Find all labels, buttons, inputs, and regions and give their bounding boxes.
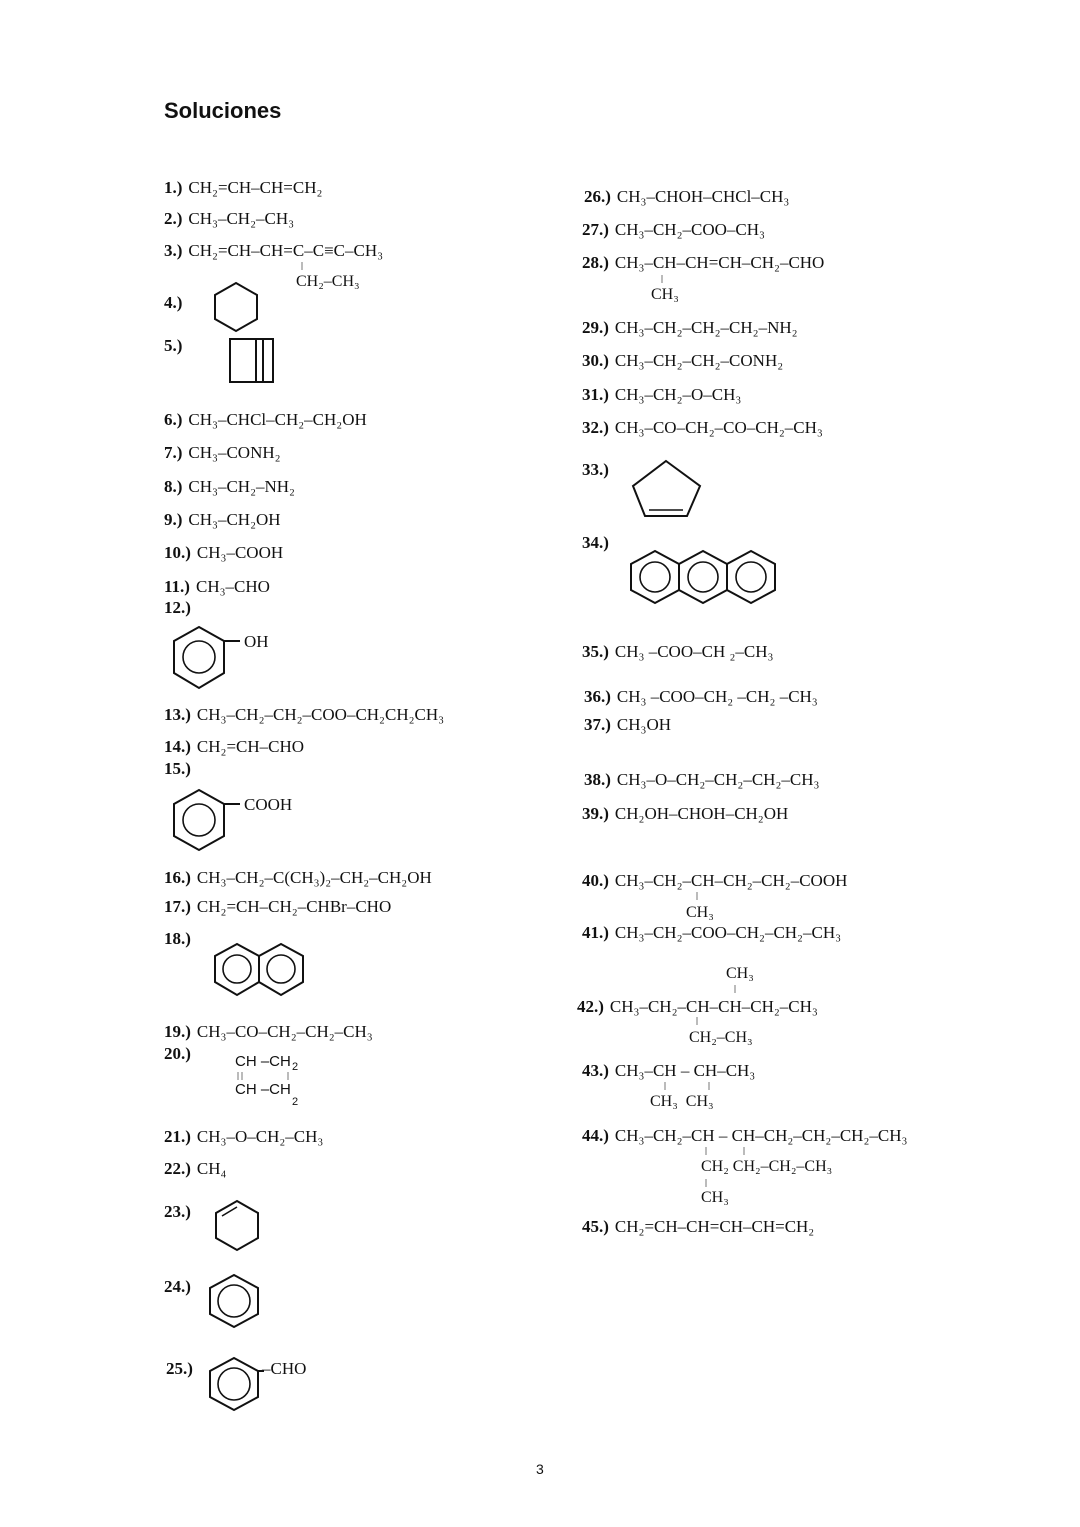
solution-28-branch: CH₃ [651,286,679,303]
formula: CH₂=CH–CHO [196,737,305,756]
formula: CH₃–CH₂–NH₂ [188,477,295,496]
solution-11: 11.) CH₃–CHO [164,577,270,596]
solution-38: 38.) CH₃–O–CH₂–CH₂–CH₂–CH₃ [584,770,820,789]
formula: CH₃–CH₂–CH₂–COO–CH₂CH₂CH₃ [196,705,445,724]
solution-41: 41.) CH₃–CH₂–COO–CH₂–CH₂–CH₃ [582,923,842,942]
solution-40: 40.) CH₃–CH₂–CH–CH₂–CH₂–COOH [582,871,848,890]
formula: CH₃–CHOH–CHCl–CH₃ [616,187,790,206]
solution-15: 15.) [164,759,191,778]
formula: CH₃–CH₂–COO–CH₃ [614,220,765,239]
benzaldehyde-structure [210,1358,264,1410]
solution-17: 17.) CH₂=CH–CH₂–CHBr–CHO [164,897,392,916]
solution-44-branch-2: CH₃ [701,1189,729,1206]
formula: CH₃–CH₂–CH–CH₂–CH₂–COOH [614,871,848,890]
anthracene-structure [631,551,775,603]
solution-21: 21.) CH₃–O–CH₂–CH₃ [164,1127,324,1146]
solution-40-branch: CH₃ [686,904,714,921]
solution-2: 2.) CH₃–CH₂–CH₃ [164,209,295,228]
benzoic-acid-structure [174,790,240,850]
solution-20: 20.) [164,1044,191,1063]
solution-9: 9.) CH₃–CH₂OH [164,510,281,529]
formula: CH₃–CH₂–O–CH₃ [614,385,742,404]
solution-18: 18.) [164,929,191,948]
formula: CH₃–CHCl–CH₂–CH₂OH [188,410,367,429]
solution-30: 30.) CH₃–CH₂–CH₂–CONH₂ [582,351,784,370]
phenol-structure [174,627,240,688]
solution-10: 10.) CH₃–COOH [164,543,284,562]
formula: CH₃–CH₂–CH – CH–CH₂–CH₂–CH₂–CH₃ [614,1126,908,1145]
solution-8: 8.) CH₃–CH₂–NH₂ [164,477,295,496]
solution-20-subscript-bottom: 2 [292,1096,299,1108]
formula: CH₃–CO–CH₂–CO–CH₂–CH₃ [614,418,823,437]
solution-7: 7.) CH₃–CONH₂ [164,443,281,462]
solution-45: 45.) CH₂=CH–CH=CH–CH=CH₂ [582,1217,815,1236]
formula: CH₃–CO–CH₂–CH₂–CH₃ [196,1022,373,1041]
solution-20-subscript-top: 2 [292,1061,299,1073]
naphthalene-structure [215,944,303,995]
solution-12: 12.) [164,598,191,617]
solution-34: 34.) [582,533,609,552]
solution-24: 24.) [164,1277,191,1296]
formula: CH₃–O–CH₂–CH₂–CH₂–CH₃ [616,770,820,789]
formula: CH₃–CH₂–C(CH₃)₂–CH₂–CH₂OH [196,868,432,887]
formula: CH₂=CH–CH₂–CHBr–CHO [196,897,392,916]
solution-20-ring-bottom: CH –CH [235,1081,291,1098]
solution-44: 44.) CH₃–CH₂–CH – CH–CH₂–CH₂–CH₂–CH₃ [582,1126,908,1145]
formula: CH₃–O–CH₂–CH₃ [196,1127,324,1146]
formula: CH₃–CH₂–CH₂–CH₂–NH₂ [614,318,798,337]
formula: CH₃OH [616,715,672,734]
formula: CH₃–COOH [196,543,284,562]
solution-31: 31.) CH₃–CH₂–O–CH₃ [582,385,742,404]
formula: CH₃–CH₂–COO–CH₂–CH₂–CH₃ [614,923,842,942]
solution-5: 5.) [164,336,183,355]
solution-14: 14.) CH₂=CH–CHO [164,737,305,756]
solution-3-branch: CH₂–CH₃ [296,273,360,290]
formula: CH₃–CHO [195,577,270,596]
formula: CH₃–CH₂OH [188,510,281,529]
solution-42: 42.) CH₃–CH₂–CH–CH–CH₂–CH₃ [577,997,818,1016]
formula: CH₂=CH–CH=C–C≡C–CH₃ [188,241,384,260]
solution-25-substituent: –CHO [262,1359,307,1378]
solution-16: 16.) CH₃–CH₂–C(CH₃)₂–CH₂–CH₂OH [164,868,432,887]
solution-6: 6.) CH₃–CHCl–CH₂–CH₂OH [164,410,367,429]
solution-39: 39.) CH₂OH–CHOH–CH₂OH [582,804,789,823]
solution-27: 27.) CH₃–CH₂–COO–CH₃ [582,220,765,239]
solution-32: 32.) CH₃–CO–CH₂–CO–CH₂–CH₃ [582,418,823,437]
formula: CH₂=CH–CH=CH–CH=CH₂ [614,1217,815,1236]
cyclopentene-structure [633,461,700,516]
solution-15-substituent: COOH [244,795,293,814]
formula: CH₃ –COO–CH ₂–CH₃ [614,642,774,661]
solution-26: 26.) CH₃–CHOH–CHCl–CH₃ [584,187,790,206]
formula: CH₂OH–CHOH–CH₂OH [614,804,789,823]
formula: CH₃ –COO–CH₂ –CH₂ –CH₃ [616,687,818,706]
benzene-structure [210,1275,258,1327]
formula: CH₃–CONH₂ [188,443,281,462]
cyclohexene-structure [216,1201,258,1250]
solution-35: 35.) CH₃ –COO–CH ₂–CH₃ [582,642,774,661]
formula: CH₂=CH–CH=CH₂ [188,178,323,197]
solution-22: 22.) CH₄ [164,1159,227,1178]
solution-23: 23.) [164,1202,191,1221]
solution-28: 28.) CH₃–CH–CH=CH–CH₂–CHO [582,253,825,272]
page-title: Soluciones [164,98,282,123]
solution-37: 37.) CH₃OH [584,715,672,734]
solution-3: 3.) CH₂=CH–CH=C–C≡C–CH₃ [164,241,384,260]
formula: CH₃–CH₂–CH₃ [188,209,295,228]
solution-42-branch: CH₂–CH₃ [689,1029,753,1046]
solution-44-branch: CH₂ CH₂–CH₂–CH₃ [701,1158,833,1175]
formula: CH₃–CH₂–CH–CH–CH₂–CH₃ [609,997,818,1016]
formula: CH₃–CH – CH–CH₃ [614,1061,756,1080]
solution-4: 4.) [164,293,183,312]
solution-12-substituent: OH [244,632,269,651]
solution-1: 1.) CH₂=CH–CH=CH₂ [164,178,323,197]
solution-36: 36.) CH₃ –COO–CH₂ –CH₂ –CH₃ [584,687,818,706]
cyclohexane-structure [215,283,257,331]
solution-25: 25.) [166,1359,193,1378]
formula: CH₃–CH–CH=CH–CH₂–CHO [614,253,825,272]
solution-13: 13.) CH₃–CH₂–CH₂–COO–CH₂CH₂CH₃ [164,705,445,724]
solution-29: 29.) CH₃–CH₂–CH₂–CH₂–NH₂ [582,318,798,337]
solution-20-ring-top: CH –CH [235,1053,291,1070]
page-number: 3 [536,1461,544,1477]
cyclobutyne-structure [230,339,273,382]
solution-43-branch: CH₃ CH₃ [650,1093,714,1110]
formula: CH₃–CH₂–CH₂–CONH₂ [614,351,784,370]
formula: CH₄ [196,1159,227,1178]
solution-42-branch-top: CH₃ [726,965,754,982]
solution-19: 19.) CH₃–CO–CH₂–CH₂–CH₃ [164,1022,373,1041]
solution-43: 43.) CH₃–CH – CH–CH₃ [582,1061,756,1080]
solution-33: 33.) [582,460,609,479]
